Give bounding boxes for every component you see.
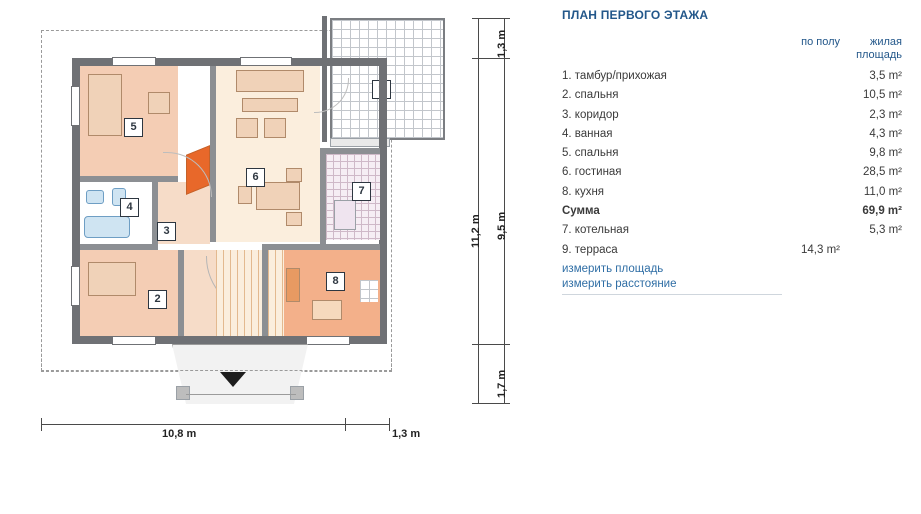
column-header-living-line2: площадь [856,49,902,61]
dim-bottom-right-label: 1,3 m [392,428,421,440]
room-number-6: 6 [246,168,265,187]
dim-bottom-tick-left [41,418,42,431]
window-2-left [71,266,80,306]
measure-distance-link[interactable]: измерить расстояние [562,278,677,290]
dim-right-top-label: 1,3 m [496,29,508,58]
room-living-6 [216,66,320,242]
dining-chair-6b [286,168,302,182]
legend-row-label: 8. кухня [562,185,605,198]
legend-row-living-area: 3,5 m² [869,70,902,82]
dim-right-tick-top [472,18,510,19]
legend-row-label: Сумма [562,205,600,218]
room-number-4: 4 [120,198,139,217]
legend-row-label: 7. котельная [562,224,629,237]
dim-bottom-tick-right [389,418,390,431]
legend-row [562,224,912,243]
dim-bottom-line [41,424,390,425]
legend-row-label: 2. спальня [562,89,619,102]
legend-row [562,205,912,224]
sink [86,190,104,204]
legend-row-living-area: 69,9 m² [862,205,902,218]
legend-row [562,186,912,205]
porch-column-right [290,386,304,400]
porch-column-left [176,386,190,400]
porch-boundary-dashed [41,344,392,371]
legend-row-living-area: 5,3 m² [869,224,902,237]
legend-row [562,89,912,108]
legend-row [562,147,912,166]
column-header-living-line1: жилая [870,36,902,48]
bathtub [84,216,130,238]
coffee-table-6 [242,98,298,112]
legend-title: ПЛАН ПЕРВОГО ЭТАЖА [562,8,709,22]
room-number-3: 3 [157,222,176,241]
armchair-6a [236,118,258,138]
bed-5 [88,74,122,136]
porch-steps-line [186,394,296,395]
house-wall-right [379,58,387,344]
legend-row-label: 5. спальня [562,147,619,160]
dim-right-tick-wall-bottom [472,344,510,345]
legend-column-headers [562,36,912,70]
dim-right-bottom-label: 1,7 m [496,369,508,398]
legend-row-living-area: 28,5 m² [863,166,902,179]
room-number-2: 2 [148,290,167,309]
boiler-unit [334,200,356,230]
kitchen-deck-strip [268,250,284,336]
legend-panel [562,8,912,263]
legend-rows [562,70,912,263]
legend-row-label: 1. тамбур/прихожая [562,70,667,82]
measure-area-link[interactable]: измерить площадь [562,263,664,275]
dim-bottom-tick-mid [345,418,346,431]
sofa-6 [236,70,304,92]
entrance-arrow [220,372,246,387]
window-6-top [240,57,292,66]
legend-row [562,128,912,147]
room-number-5: 5 [124,118,143,137]
dim-right-inner-label: 9,5 m [496,211,508,240]
hall-deck-strip [216,250,262,336]
legend-row [562,70,912,89]
armchair-6b [264,118,286,138]
legend-row-label: 3. коридор [562,108,619,121]
kitchen-counter [286,268,300,302]
dim-right-tick-bottom [472,403,510,404]
legend-row-label: 4. ванная [562,127,613,140]
kitchen-tile-patch [360,280,378,302]
legend-row-label: 9. терраса [562,243,618,256]
nightstand-5 [148,92,170,114]
legend-row [562,166,912,185]
bed-2 [88,262,136,296]
kitchen-table [312,300,342,320]
window-5-top [112,57,156,66]
wall-boiler-left [320,148,326,244]
dim-right-tick-wall-top [472,58,510,59]
dining-chair-6a [238,186,252,204]
wall-boiler-top [320,148,380,154]
dim-right-inner-line [478,18,479,404]
legend-row-label: 6. гостиная [562,166,622,179]
wall-living-left [210,66,216,242]
wall-entry-left [178,250,184,336]
dim-bottom-main-label: 10,8 m [162,428,197,440]
legend-row-living-area: 10,5 m² [863,89,902,102]
column-header-living [840,36,902,62]
legend-row-floor-area: 14,3 m² [801,243,840,256]
column-header-floor: по полу [801,36,840,48]
room-number-7: 7 [352,182,371,201]
legend-row-living-area: 9,8 m² [869,147,902,160]
legend-row-living-area: 11,0 m² [863,185,902,198]
dim-right-outer-label: 11,2 m [470,214,482,248]
legend-row-living-area: 2,3 m² [869,108,902,121]
room-number-8: 8 [326,272,345,291]
legend-row [562,244,912,263]
window-5-left [71,86,80,126]
legend-row-living-area: 4,3 m² [869,127,902,140]
legend-row [562,109,912,128]
dining-chair-6c [286,212,302,226]
measure-tools [562,262,782,295]
